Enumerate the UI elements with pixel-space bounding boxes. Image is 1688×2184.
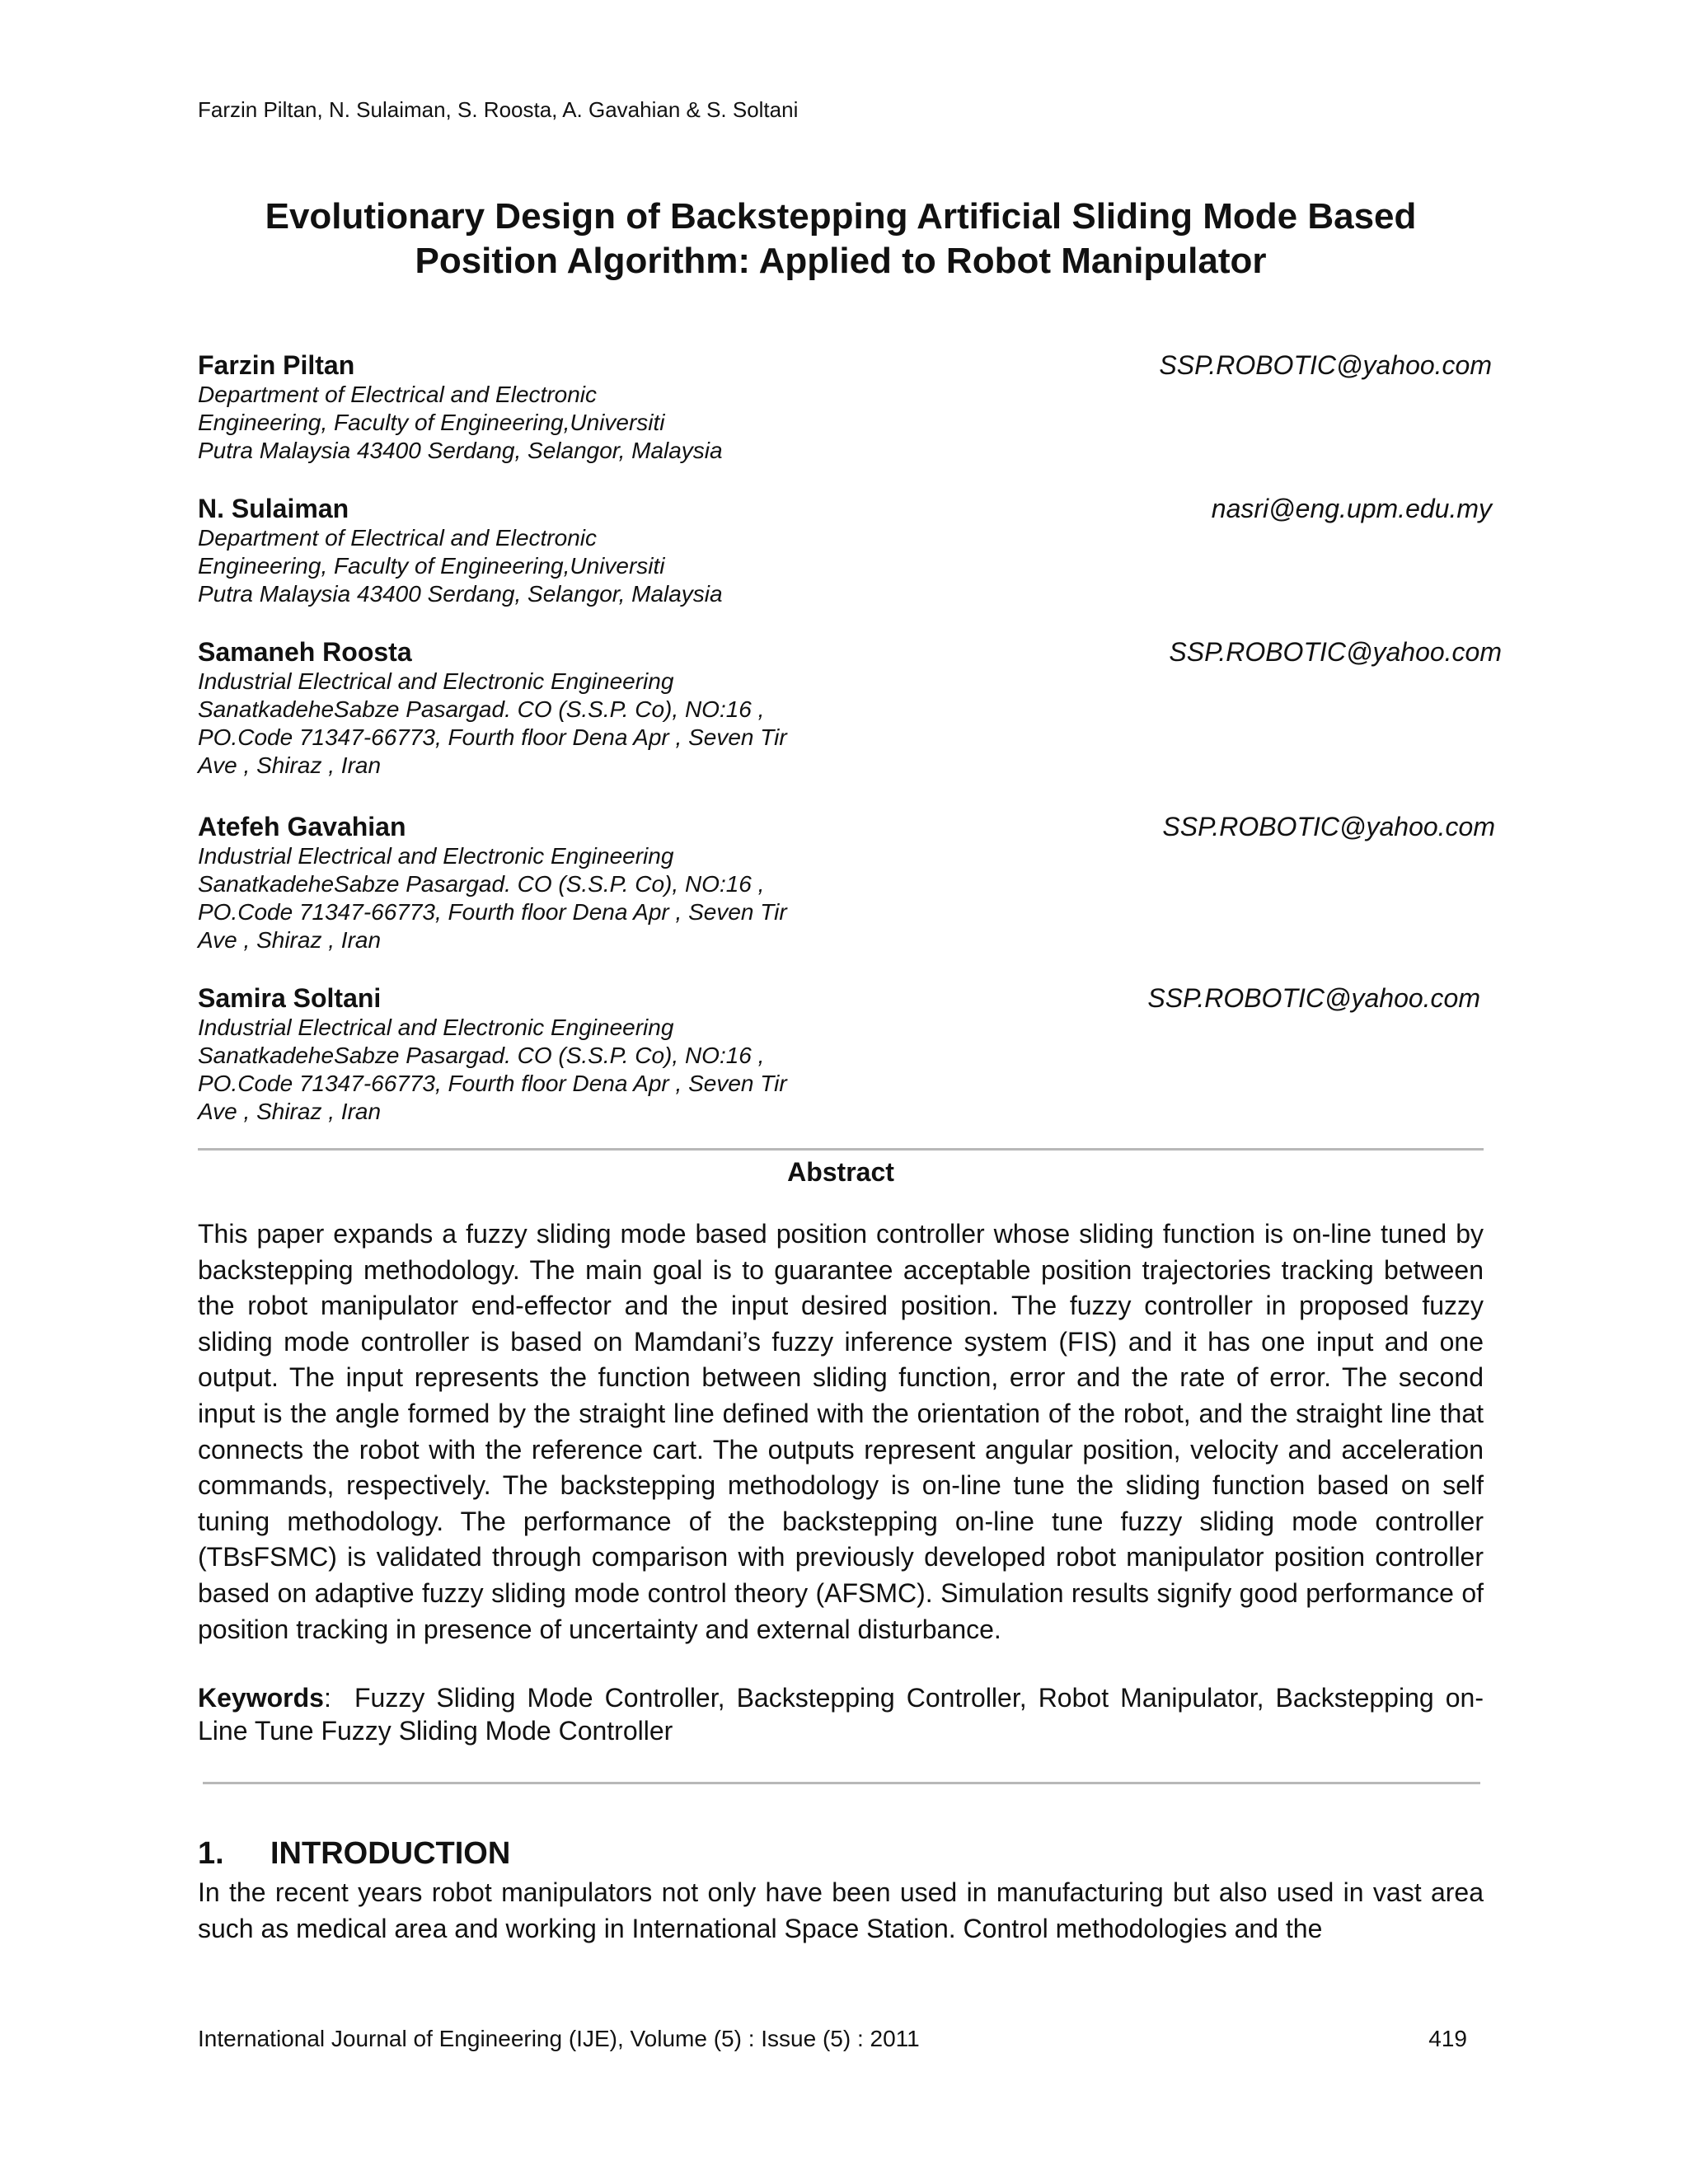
affiliation-line: SanatkadeheSabze Pasargad. CO (S.S.P. Co), NO:16 , bbox=[198, 1043, 765, 1068]
author-email[interactable]: nasri@eng.upm.edu.my bbox=[1211, 494, 1492, 523]
affiliation-line: SanatkadeheSabze Pasargad. CO (S.S.P. Co), NO:16 , bbox=[198, 696, 765, 722]
footer-journal: International Journal of Engineering (IJE), Volume (5) : Issue (5) : 2011 bbox=[198, 2026, 920, 2051]
affiliation-line: Industrial Electrical and Electronic Engineering bbox=[198, 1015, 674, 1040]
section-number: 1. bbox=[198, 1836, 224, 1871]
affiliation-line: Putra Malaysia 43400 Serdang, Selangor, Malaysia bbox=[198, 438, 723, 463]
affiliation-line: Ave , Shiraz , Iran bbox=[198, 1099, 382, 1124]
author-block bbox=[198, 811, 1495, 954]
author-name: Farzin Piltan bbox=[198, 350, 355, 380]
keywords-separator: : bbox=[323, 1683, 331, 1713]
affiliation-line: Engineering, Faculty of Engineering,Universiti bbox=[198, 553, 665, 579]
keywords-text: Fuzzy Sliding Mode Controller, Backstepping Controller, Robot Manipulator, Backstepping on-Line Tune Fuzzy Sliding Mode Controller bbox=[198, 1683, 1484, 1746]
abstract-bottom-rule bbox=[203, 1782, 1480, 1784]
author-affiliation bbox=[198, 668, 857, 780]
keywords bbox=[198, 1681, 1484, 1747]
author-email[interactable]: SSP.ROBOTIC@yahoo.com bbox=[1147, 983, 1480, 1013]
section-heading-introduction bbox=[198, 1836, 510, 1872]
author-block bbox=[198, 982, 1492, 1126]
keywords-label: Keywords bbox=[198, 1683, 324, 1713]
affiliation-line: Ave , Shiraz , Iran bbox=[198, 752, 382, 778]
author-name: Samira Soltani bbox=[198, 983, 382, 1013]
section-title: INTRODUCTION bbox=[270, 1836, 511, 1871]
author-block bbox=[198, 636, 1502, 780]
author-block bbox=[198, 349, 1492, 465]
author-affiliation bbox=[198, 1014, 857, 1126]
abstract-top-rule bbox=[198, 1148, 1484, 1151]
author-name: Atefeh Gavahian bbox=[198, 812, 406, 841]
author-name: N. Sulaiman bbox=[198, 494, 349, 523]
affiliation-line: SanatkadeheSabze Pasargad. CO (S.S.P. Co), NO:16 , bbox=[198, 871, 765, 897]
author-email[interactable]: SSP.ROBOTIC@yahoo.com bbox=[1162, 812, 1495, 841]
affiliation-line: Department of Electrical and Electronic bbox=[198, 525, 597, 551]
author-name: Samaneh Roosta bbox=[198, 637, 412, 667]
abstract-body: This paper expands a fuzzy sliding mode based position controller whose sliding function is on-line tuned by backstepping methodology. The main goal is to guarantee acceptable position trajectories tracking between the robot manipulator end-effector and the input desired position. The fuzzy controller in proposed fuzzy sliding mode controller is based on Mamdani’s fuzzy inference system (FIS) and it has one input and one output. The input represents the function between sliding function, error and the rate of error. The second input is the angle formed by the straight line defined with the orientation of the robot, and the straight line that connects the robot with the reference cart. The outputs represent angular position, velocity and acceleration commands, respectively. The backstepping methodology is on-line tune the sliding function based on self tuning methodology. The performance of the backstepping on-line tune fuzzy sliding mode controller (TBsFSMC) is validated through comparison with previously developed robot manipulator position controller based on adaptive fuzzy sliding mode control theory (AFSMC). Simulation results signify good performance of position tracking in presence of uncertainty and external disturbance. bbox=[198, 1219, 1484, 1644]
paper-title bbox=[198, 194, 1484, 284]
author-block bbox=[198, 493, 1492, 608]
affiliation-line: Putra Malaysia 43400 Serdang, Selangor, Malaysia bbox=[198, 581, 723, 607]
introduction-body: In the recent years robot manipulators not only have been used in manufacturing but also used in vast area such as medical area and working in International Space Station. Control methodologies and the bbox=[198, 1877, 1484, 1943]
affiliation-line: PO.Code 71347-66773, Fourth floor Dena Apr , Seven Tir bbox=[198, 724, 787, 750]
affiliation-line: Industrial Electrical and Electronic Engineering bbox=[198, 843, 674, 869]
author-affiliation bbox=[198, 524, 857, 608]
author-affiliation bbox=[198, 381, 857, 465]
affiliation-line: Industrial Electrical and Electronic Engineering bbox=[198, 668, 674, 694]
page-number: 419 bbox=[1428, 2026, 1467, 2051]
affiliation-line: PO.Code 71347-66773, Fourth floor Dena Apr , Seven Tir bbox=[198, 1071, 787, 1096]
affiliation-line: Engineering, Faculty of Engineering,Universiti bbox=[198, 410, 665, 435]
affiliation-line: Ave , Shiraz , Iran bbox=[198, 927, 382, 953]
page-footer bbox=[198, 2026, 1467, 2052]
title-line-2: Position Algorithm: Applied to Robot Manipulator bbox=[415, 241, 1267, 281]
author-email[interactable]: SSP.ROBOTIC@yahoo.com bbox=[1169, 637, 1502, 667]
affiliation-line: PO.Code 71347-66773, Fourth floor Dena Apr , Seven Tir bbox=[198, 899, 787, 925]
affiliation-line: Department of Electrical and Electronic bbox=[198, 382, 597, 407]
author-email[interactable]: SSP.ROBOTIC@yahoo.com bbox=[1159, 350, 1492, 380]
running-head: Farzin Piltan, N. Sulaiman, S. Roosta, A. Gavahian & S. Soltani bbox=[198, 97, 799, 122]
abstract-heading: Abstract bbox=[787, 1157, 894, 1187]
title-line-1: Evolutionary Design of Backstepping Artificial Sliding Mode Based bbox=[265, 196, 1417, 237]
author-affiliation bbox=[198, 842, 857, 954]
